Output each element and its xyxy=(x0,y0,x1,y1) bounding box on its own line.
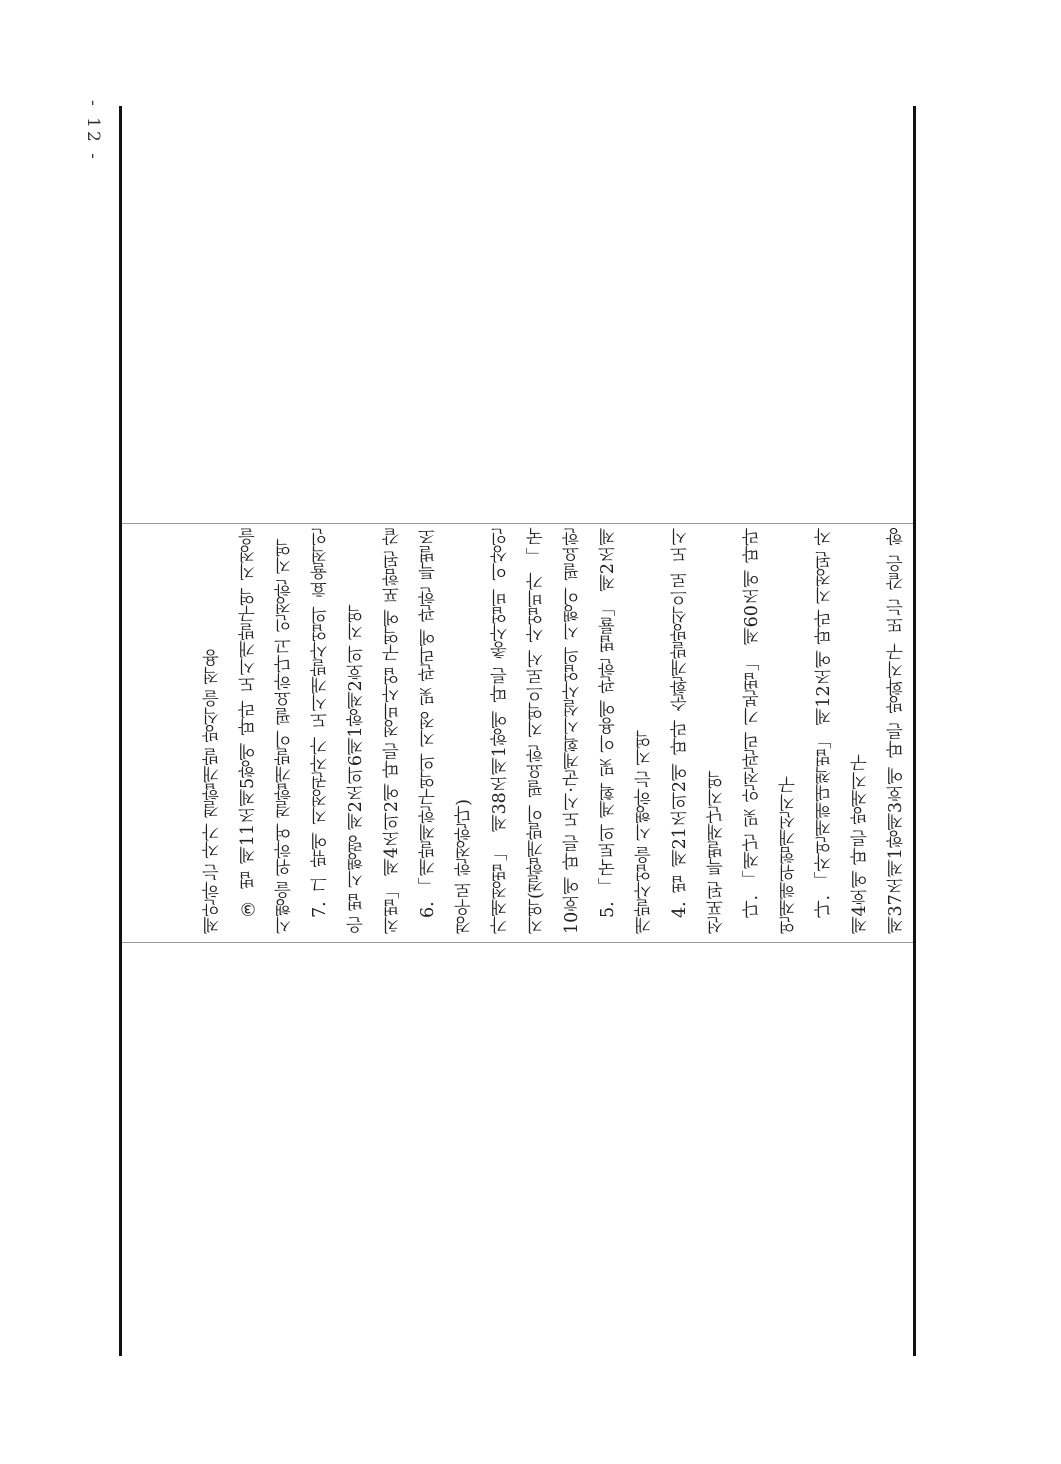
regulation-paragraph: 6. 「개발제한구역의 지정 및 관리에 관한 특별조치법」 제4조의2에 따른 정비사업 구역에 포함된 같은 법 시행령 제2조의6제1항제2호의 지역 xyxy=(346,528,438,934)
cell-divider xyxy=(122,523,913,524)
regulation-paragraph: 7. 그 밖에 지정권자가 도시개발사업의 효율적인 시행을 위하여 결합개발이 필요하다고 인정한 지역 xyxy=(274,528,330,934)
regulation-paragraph: 다. 「재난 및 안전관리 기본법」 제60조에 따라 선포된 특별재난지역 xyxy=(706,528,762,934)
regulation-paragraph: 5. 「국토의 계획 및 이용에 관한 법률」 제2조제10호에 따른 도시·군계획시설사업의 시행이 필요한 지역(결합개발이 필요한 지역으로서 사업비가 「국가재정법」 제38조제1항에 따른 총사업비 이상인 경우로 한정한다) xyxy=(454,528,618,934)
page-number: - 12 - xyxy=(83,100,103,162)
regulation-text-cell xyxy=(134,528,914,934)
cell-divider xyxy=(122,942,913,943)
regulation-paragraph: 4. 법 제21조의2에 따라 순환개발방식으로 도시개발사업을 시행하는 지역 xyxy=(634,528,690,934)
regulation-paragraph: ③ 법 제11조제5항에 따라 도시개발구역 지정을 제안하는 자가 결합개발 방식을 적용 xyxy=(202,528,258,934)
regulation-paragraph: 제37조제1항제3호에 따른 방화지구 또는 같은 항 제4호에 따른 방재지구 xyxy=(850,528,906,934)
comparison-table xyxy=(119,106,916,1356)
regulation-paragraph: 나. 「자연재해대책법」 제12조에 따라 지정된 자연재해위험개선지구 xyxy=(778,528,834,934)
